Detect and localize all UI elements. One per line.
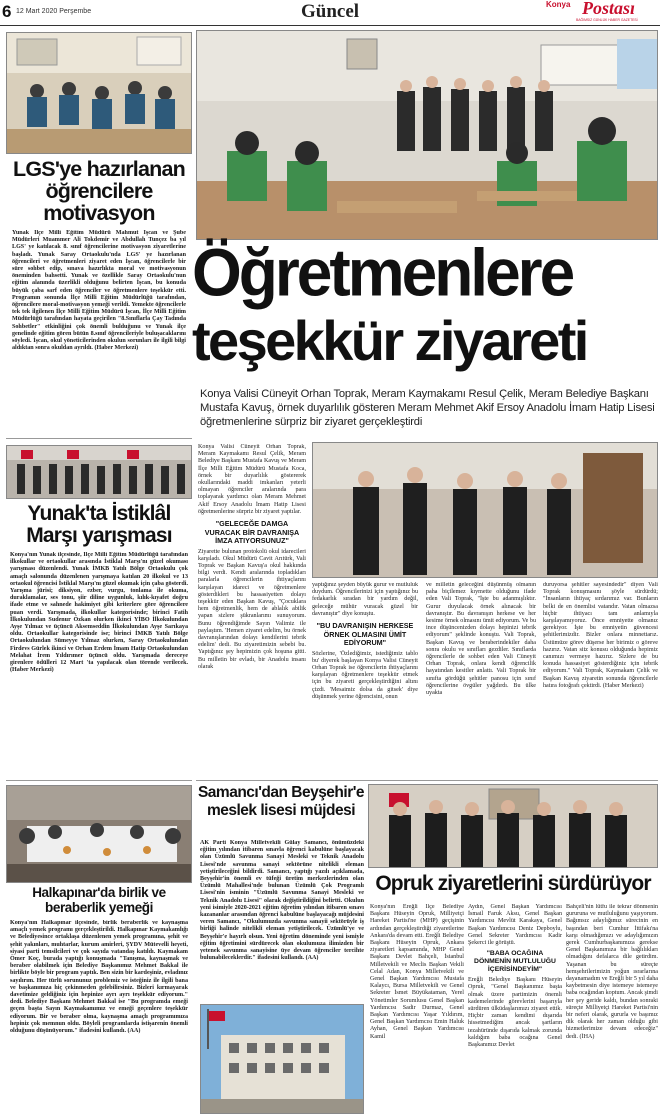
samanci-body <box>200 840 364 1000</box>
logo-left: Konya <box>546 0 571 9</box>
main-sub-1: "GELECEĞE DAMGA VURACAK BİR DAVRANIŞA İMZA ATIYORSUNUZ" <box>204 519 300 546</box>
opruk-col-2 <box>468 904 562 1114</box>
main-col2-text: yaptığınız şeyden büyük gurur ve mutluluk duydum. Öğrencilerinizi için yaptığınız bu fedakarlık sıradan bir yardım değil, geleceğe mühür vuracak güzel bir davranıştır" diye konuştu. <box>312 582 418 617</box>
page-number: 6 <box>2 2 12 21</box>
opruk-col2b-text: Ereğli Belediye Başkanı Hüseyin Opruk, "Genel Başkanımız başta olmak üzere partimizin önemli kademelerinde görevlerini başarıyla sürdüren ülküdaşlarımızı ziyaret ettik. Hiçbir zaman kendimi dışarıda hissetmediğim ancak şartların tezahüründe dışarıda kalmak zorunda kaldığım baba ocağına Genel Başkanımız Devlet <box>468 977 562 1049</box>
page-header <box>0 0 660 26</box>
opruk-sub: "BABA OCAĞINA DÖNMENİN MUTLULUĞU İÇERİSİNDEYİM" <box>474 950 556 974</box>
main-col1b-text: Ziyarette bulunan protokolü okul idarecileri karşıladı. Okul Müdürü Cavit Arıtürk, Vali Toprak ve Başkan Kavuş'a okul hakkında bilgi verdi. Kendi aralarında topladıkları paralarla öğrencilerin ihtiyaçlarını karşılayan idareci ve öğretmenlere gösterdikleri bu hassasiyetten dolayı teşekkür eden Başkan Kavuş, "Çocuklara hem öğretmenlik, hem de ablalık abilik yapan sizlere şükranlarımı sunuyorum. Bunu öğrendiğimde Sayın Valimiz ile paylaştım. 'Hemen ziyaret edelim, bu örnek davranışlarından dolayı kendilerini tebrik edelim' dedi. Bu ziyaretimizin sebebi bu. Yaptığınız şey hepimizin çok hoşuna gitti. Bu milletin bir evladı, bir Anadolu insanı olarak <box>198 548 306 670</box>
opruk-col2-text: Aydın, Genel Başkan Yardımcısı İsmail Faruk Aksu, Genel Başkan Yardımcısı Mevlüt Karakaya, Genel Başkan Yardımcısı Deniz Depboylu, Genel Sekreter Yardımcısı Kadir Şekerci ile görüştü. <box>468 904 562 947</box>
istiklal-body-text: Konya'nın Yunak ilçesinde, İlçe Milli Eğitim Müdürlüğü tarafından ilkokullar ve ortaokullar arasında İstiklal Marşı'nı güzel okuması yarışması düzenlendi. Yunak İMKB Yatılı Bölge Ortaokulu çok amaçlı salonunda düzenlenen yarışmaya katılan 20 ilkokul ve 13 ortaokul öğrencisi İstiklal Marşı'nı güzel okumak için çaba gösterdi. Yarışma jürisi; diksiyon, ezber, vurgu, tonlama ile okuma, duraklamalar, ses tonu, şiir diline uygunluk, kılık-kıyafet doğru ifade etme ve sahnede hakimiyet gibi kriterlere göre öğrencilere puan verdi. Yarışmada, ilkokullar kategorisinde; birinci Fatih İlkokulundan Sudenur Özkan olurken ikinci YİBO İlkokulundan Ayşe Yılmaz ve üçüncü Aksemseddin İlkokulundan Ayşe Sarıkaya oldu. Ortaokullar kategorisinde ise; birinci İMKB Yatılı Bölge Ortaokulundan Sümeyye Yılmaz olurken, Saray Ortaokulundan Firdevs Gürlek ikinci ve Orhan Erdem İmam Hatip Ortaokulundan Melahat İrem Yıldırımer üçüncü oldu. Yarışmada dereceye girenlere ödülleri 12 Mart 'ta yapılacak olan törende verilecek. (Haber Merkezi) <box>10 552 188 674</box>
opruk-col-1 <box>370 904 464 1114</box>
logo-right: Postası <box>582 0 636 18</box>
main-col-2 <box>312 582 418 776</box>
opruk-col1-text: Konya'nın Ereğli İlçe Belediye Başkanı Hüseyin Opruk, Milliyetçi Hareket Partisi'ne (MHP) geçişinin ardından gerçekleştirdiği ziyaretlerine Ankara'da devam etti. Ereğli Belediye Başkanı Hüseyin Opruk, Ankara ziyaretleri kapsamında, MHP Genel Başkanı Devlet Bahçeli, İstanbul Milletvekili ve Meclis Başkan Vekili Celal Adan, Konya Milletvekili ve Genel Başkan Yardımcısı Mustafa Kalaycı, Bursa Milletvekili ve Genel Sekreter İsmet Büyükataman, Yerel Yönetimler Sorumlusu Genel Başkan Yardımcısı Sadir Durmaz, Genel Başkan Yardımcısı Yaşar Yıldırım, Genel Başkan Yardımcısı Emin Haluk Ayhan, Genel Başkan Yardımcısı Kamil <box>370 904 464 1040</box>
main-col4-text: duruyorsa şehitler sayesindedir" diyen Vali Toprak konuşmasını şöyle sürdürdü; "İnsanların ihtiyaç sırdarımız var. Bunların belki de en önemlisi vatandır. Vatan olmazsa hiçbir ihtiyacı tam anlamıyla karşılayamıyoruz. Önce emniyette olmanız gerekiyor. İşte bu emniyetin güvencesi şehitlerimizdir. Bizler onlara minnettarız. Üstümüze görev düşerse her birimiz o göreve hazırız. Vatan sitz konusu olduğunda hepimiz canımızı vermeye hazırız. Sizlere de bu konuda hassasiyet gösterdiğiniz için tebrik ediyorum." Vali Toprak, Kaymakam Çelik ve Başkan Kavuş ziyaretin sonunda öğrencilerle hatıra fotoğrafı çektirdi. (Haber Merkezi) <box>543 582 658 689</box>
istiklal-photo <box>6 445 192 499</box>
masthead-logo <box>538 0 658 24</box>
opruk-headline: Opruk ziyaretlerini sürdürüyor <box>375 872 651 895</box>
main-classroom-photo <box>196 30 658 240</box>
main-visit-photo <box>312 442 658 578</box>
samanci-school-photo <box>200 1004 364 1114</box>
main-col1-text: Konya Valisi Cüneyit Orhan Toprak, Meram Kaymakamı Resul Çelik, Meram Belediye Başkanı Mustafa Kavuş ve Meram İlçe Milli Eğitim Müdürü Mustafa Koca, örnek bir duyarlılık göstererek okullarındaki maddi imkanları yeterli olmayan öğrenciler aralarında para toplayarak yardımcı olan Meram Mehmet Akif Ersoy Anadolu İmam Hatip Lisesi öğretmenlerine sürpriz bir ziyaret yaptılar. <box>198 444 306 515</box>
opruk-photo <box>368 784 658 868</box>
halkapinar-headline: Halkapınar'da birlik ve beraberlik yemeği <box>32 885 166 915</box>
main-col-4 <box>543 582 658 776</box>
halkapinar-photo <box>6 785 192 883</box>
lgs-body-text: Yunak İlçe Milli Eğitim Müdürü Mahmut İşcan ve Şube Müdürleri Muammer Ali Tokdemir ve Abdullah Tunçez ba yıl LGS' ye katılacak 8. sınıf öğrencilerine motivasyon ziyaretlerine başladı. Yunak Saray Ortaokulu'nda LGS' ye hazırlanan öğrencileri ve öğretmenleri ziyaret eden İşcan, öğrencilerle bir süre sohbet edip, sınava hazırlıkta moral ve motivasyonun öneminden bahsetti. Yunak ve özellikle Saray Ortaokulu'nun eğitim alanında üzerlikli olduğunu belirten İşcan, bu konuda büyük çaba sarf eden öğrenciler ve öğretmenlere teşekkür etti. Programın sonunda İlçe Milli Eğitim Müdürlüğü tarafından, öğrencilere moral-motivasyon yemeği verildi. Yemekte öğrencilerle tek tek ilgilenen İlçe Milli Eğitim Müdürü İşcan, İlçe Milli Eğitim Müdürlüğü tarafından hayata geçirilen "8.Sınıflarla Çay Tadında Sohbetler" etkinliğini çok önemli bulduğunu ve Yunak ilçe genelinde eğitim gören bütün 8.sınıf öğrencileriyle buluşacaklarını söyledi. İşcan, okul yöneticilerinden okulun sorunları ile ilgili bilgi aldıktan sonra okuldan ayrıldı. (Haber Merkezi) <box>12 230 186 352</box>
halkapinar-body-text: Konya'nın Halkapınar ilçesinde, birlik beraberlik ve kaynaşma amaçlı yemek programı gerçekleştirildi. Halkapınar Kaymakamlığı ve Belediyesince ortaklaşa düzenlenen yemek programına, şehit ve şehit yakınları, muhtarlar, kurum amirleri, ŞYDV Mütevelli heyeti, siyasi parti temsilcileri ve çok sayıda vatandaş katıldı. Kaymakam Ömer Koç, burada yaptığı konuşmada "Tanışma, kaynaşmak ve beraber olabilmek için Belediye Başkanımız Mehmet Bakkal ile birlikte böyle bir program yaptık. Ben sizin bir kardeşiniz, evladınız sayılırım. Her türlü sorununuz problemiz ve isteğiniz ile ilgili bana ve başkanımıza hiç çekinmeden gelebilirsiniz. Bizleri kırmayarak davetimize geldiğiniz için hepinize ayrı ayrı teşekkür ediyorum." dedi. Belediye Başkanı Mehmet Bakkal ise "Bu programda emeği geçen başta Sayın Kaymakamımız ve emeği geçenlere teşekkür ediyorum. Bir ve beraber olma, kaynaşma amaçlı programımıza hepiniz çok memnun oldu. Böyleli programlarda istişarenin önemli olduğunu düşünüyorum." ifadesini kullandı. (AA) <box>10 920 188 1035</box>
divider <box>6 780 192 781</box>
samanci-body-text: AK Parti Konya Milletvekili Gülay Samancı, önümüzdeki eğitim yılından itibaren sınavla öğrenci kabulüne başlayacak olan Üzümlü Savunma Sanayi Mesleki ve Teknik Anadolu Lisesi'nde savunma sanayi sektörüne nitelikli eleman yetiştirileceğini bildirdi. Samancı, yaptığı yazılı açıklamada, Beyşehir'in önemli ev tüfeği üretim merkezlerinden olan Üzümlü Mahallesi'nde bulunan Üzümlü Çok Programlı Lisesi'nin isminin "Üzümlü Savunma Sanayi Mesleki ve Teknik Anadolu Lisesi" olarak değiştirildiğini belirtti. Okulun yeni isimiyle 2020-2021 eğitim öğretim yılından itibaren sınavı kazananlar arasından öğrenci kabulüne başlayacağı müjdesini veren Samancı, "Okulumuzda savunma sanayii sektörüyle iş birliği halinde nitelikli eleman yetiştirilecek. Üzümlü'ye ve Beyşehir'e hayırlı olsun. Yeni öğretim döneminde yeni ismiyle eğitim öğretimini sürdürecek olan okulumuza ilimizden bir yetenek savunma sanayisine üye devam öğrenciler tercihte bulunabileceklerdir." ifadesini kullandı. (AA) <box>200 840 364 962</box>
main-col2b-text: Sözlerine, 'Özlediğimiz, istediğimiz tablo bu' diyerek başlayan Konya Valisi Cüneyit Orhan Toprak ise öğrencilerin ihtiyaçlarını karşılayan öğretmenlere teşekkür etmek için bu ziyareti gerçekleştirdiğini altını çizdi. 'Mesaimiz dolsa da gitsek' diye düşünmek yerine öğrencisini, onun <box>312 650 418 700</box>
lgs-headline: LGS'ye hazırlanan öğrencilere motivasyon <box>13 157 185 225</box>
istiklal-body <box>10 552 188 778</box>
opruk-col-3 <box>566 904 658 1114</box>
main-headline-1: Öğretmenlere <box>192 234 573 311</box>
halkapinar-body <box>10 920 188 1114</box>
main-sub-2: "BU DAVRANIŞIN HERKESE ÖRNEK OLMASINI ÜMİT EDİYORUM" <box>316 621 414 648</box>
opruk-col3-text: Bahçeli'nin lütfu ile tekrar dönmenin gururuna ve mutluluğunu yaşıyorum. Bağımsız adaylığımız sürecinin en başından beri Cumhur İttifakı'na karşı olmadığımızı ve adaylığımızın gerek Cumhurbaşkanımıza gerekse Genel Başkanımıza bir bağlılıkları olmadığını defalarca dile getirdim. Yaşanan bu süreçte hemşehrilerimizin yoğun ısrarlarına dayanamadım ve Ereğli bir 5 yıl daha kaybetmesin diye istemeye istemeye baba ocağından koptum. Ancak şimdi her şey geride kaldı, bundan sonraki süreçte Milliyetçi Hareket Partisi'nin bir neferi olarak, gururla ve başımız dik olarak her zaman olduğu gibi hizmetlerimize devam edeceğiz" dedi. (İHA) <box>566 904 658 1040</box>
divider <box>196 780 658 781</box>
main-col3-text: ve milletin geleceğini düşünmüş olmanın paha biçilemez kıymette olduğunu ifade eden Vali Toprak, "İşte bu adanmışlıktır. Gurur duyulacak örnek alınacak bir davranıştır. Bu davranışın herkese ve her kesime örnek olmasını ümit ediyorum. Ve bu ince düşüncenizden dolayı hepinizi tebrik ediyorum" şeklinde konuştu. Vali Toprak, Başkan Kavuş ve beraberindekiler daha sonra okulu ve sınıfları gezdiler. Sınıflarda öğrencilerle de sohbet eden Vali Cüneyit Orhan Toprak, onlara kendi öğrencilik hayatından kesitler anlattı. Vali Toprak bir sınıfta gördüğü şehitler panosu için sınıf öğrencilerine övgüler yağdırdı. Bu ülke uyakta <box>426 582 536 697</box>
section-title: Güncel <box>300 1 360 22</box>
main-headline-2: teşekkür ziyareti <box>192 309 587 372</box>
main-col-3 <box>426 582 536 776</box>
divider <box>6 438 192 439</box>
main-deck: Konya Valisi Cüneyit Orhan Toprak, Meram Kaymakamı Resul Çelik, Meram Belediye Başkanı Mustafa Kavuş, örnek duyarlılık gösteren Meram Mehmet Akif Ersoy Anadolu İmam Hatip Lisesi öğretmenlerine sürpriz bir ziyaret gerçekleştirdi <box>200 388 655 428</box>
lgs-photo <box>6 32 192 154</box>
istiklal-headline: Yunak'ta İstiklâl Marşı yarışması <box>26 502 172 547</box>
lgs-body <box>12 230 186 436</box>
main-col-1 <box>198 444 306 776</box>
samanci-headline: Samancı'dan Beyşehir'e meslek lisesi müjdesi <box>197 784 365 819</box>
page-date: 12 Mart 2020 Perşembe <box>16 8 92 15</box>
logo-tagline: BAĞIMSIZ GÜNLÜK HABER GAZETESİ <box>576 18 638 22</box>
